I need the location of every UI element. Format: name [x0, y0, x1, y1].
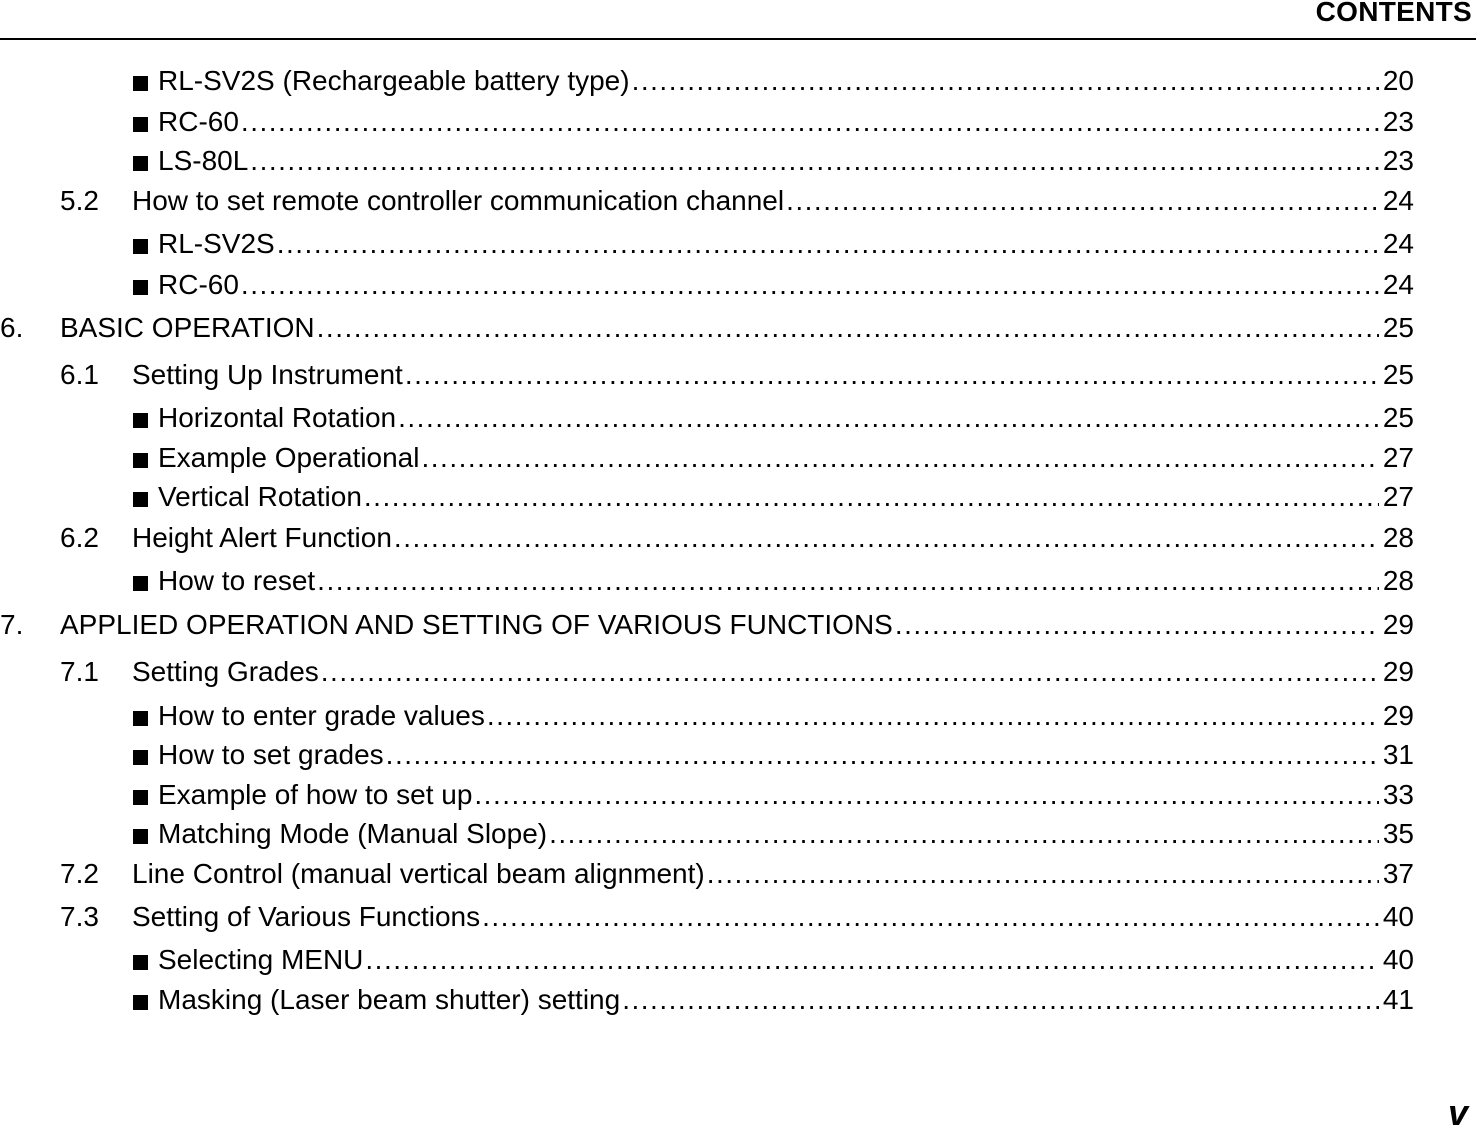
dot-leader	[241, 105, 1379, 139]
toc-item[interactable]	[133, 105, 1414, 139]
toc-item-page: 31	[1382, 739, 1414, 770]
page-number: v	[1447, 1092, 1468, 1133]
toc-chapter-number: 7.	[0, 609, 24, 640]
toc-section-label: Setting Up Instrument	[132, 359, 403, 390]
toc-item-label: How to set grades	[158, 739, 384, 770]
toc-section-number: 5.2	[60, 185, 99, 216]
dot-leader	[622, 983, 1379, 1017]
toc-section-page: 29	[1382, 656, 1414, 687]
toc-item-page: 23	[1382, 145, 1414, 176]
dot-leader	[482, 900, 1379, 934]
toc-section-page: 37	[1382, 858, 1414, 889]
dot-leader	[250, 144, 1379, 178]
header-rule	[0, 38, 1476, 40]
dot-leader	[549, 817, 1379, 851]
toc-item-page: 24	[1382, 269, 1414, 300]
toc-section-number: 7.2	[60, 858, 99, 889]
dot-leader	[317, 564, 1379, 598]
toc-item[interactable]	[133, 564, 1414, 598]
dot-leader	[277, 227, 1379, 261]
square-bullet-icon	[133, 995, 148, 1010]
square-bullet-icon	[133, 117, 148, 132]
toc-item-page: 25	[1382, 402, 1414, 433]
toc-item-page: 20	[1382, 65, 1414, 96]
toc-item-label: How to reset	[158, 565, 316, 596]
toc-section-label: Line Control (manual vertical beam alignment)	[132, 858, 705, 889]
dot-leader	[487, 699, 1379, 733]
toc-item[interactable]	[133, 441, 1414, 475]
dot-leader	[241, 268, 1379, 302]
toc-chapter-label: APPLIED OPERATION AND SETTING OF VARIOUS FUNCTIONS	[60, 609, 893, 640]
toc-item[interactable]	[133, 817, 1414, 851]
toc-section-page: 28	[1382, 522, 1414, 553]
toc-section-label: Setting Grades	[132, 656, 319, 687]
toc-section-page: 40	[1382, 901, 1414, 932]
toc-chapter-page: 29	[1382, 609, 1414, 640]
square-bullet-icon	[133, 955, 148, 970]
toc-section-label: Height Alert Function	[132, 522, 392, 553]
square-bullet-icon	[133, 413, 148, 428]
square-bullet-icon	[133, 453, 148, 468]
toc-item-label: Selecting MENU	[158, 944, 364, 975]
toc-item-page: 33	[1382, 779, 1414, 810]
dot-leader	[421, 441, 1378, 475]
toc-item-label: RC-60	[158, 269, 239, 300]
toc-item-page: 35	[1382, 818, 1414, 849]
dot-leader	[394, 521, 1379, 555]
toc-section[interactable]	[60, 900, 1414, 934]
toc-section[interactable]	[60, 655, 1414, 689]
toc-section-number: 6.2	[60, 522, 99, 553]
square-bullet-icon	[133, 239, 148, 254]
dot-leader	[321, 655, 1379, 689]
square-bullet-icon	[133, 711, 148, 726]
toc-item-page: 23	[1382, 106, 1414, 137]
toc-item[interactable]	[133, 64, 1414, 98]
square-bullet-icon	[133, 280, 148, 295]
dot-leader	[405, 358, 1379, 392]
toc-item-label: How to enter grade values	[158, 700, 485, 731]
toc-item-page: 29	[1382, 700, 1414, 731]
toc-section-page: 25	[1382, 359, 1414, 390]
toc-section[interactable]	[60, 857, 1414, 891]
toc-item[interactable]	[133, 699, 1414, 733]
square-bullet-icon	[133, 76, 148, 91]
dot-leader	[707, 857, 1379, 891]
toc-item-page: 40	[1382, 944, 1414, 975]
square-bullet-icon	[133, 492, 148, 507]
toc-section[interactable]	[60, 358, 1414, 392]
dot-leader	[786, 184, 1379, 218]
dot-leader	[632, 64, 1379, 98]
toc-item-label: Masking (Laser beam shutter) setting	[158, 984, 621, 1015]
toc-item-label: Vertical Rotation	[158, 481, 362, 512]
toc-item-label: Matching Mode (Manual Slope)	[158, 818, 548, 849]
toc-item-page: 41	[1382, 984, 1414, 1015]
dot-leader	[398, 401, 1379, 435]
toc-chapter[interactable]	[0, 608, 1414, 642]
toc-section-label: Setting of Various Functions	[132, 901, 481, 932]
square-bullet-icon	[133, 576, 148, 591]
dot-leader	[365, 943, 1378, 977]
toc-item-page: 27	[1382, 442, 1414, 473]
toc-chapter-label: BASIC OPERATION	[60, 312, 315, 343]
dot-leader	[386, 738, 1379, 772]
square-bullet-icon	[133, 156, 148, 171]
toc-section[interactable]	[60, 184, 1414, 218]
toc-chapter[interactable]	[0, 311, 1414, 345]
toc-item-label: LS-80L	[158, 145, 249, 176]
toc-item[interactable]	[133, 943, 1414, 977]
toc-section-page: 24	[1382, 185, 1414, 216]
toc-item[interactable]	[133, 738, 1414, 772]
toc-item-label: Example of how to set up	[158, 779, 473, 810]
toc-item-label: RL-SV2S (Rechargeable battery type)	[158, 65, 630, 96]
toc-chapter-page: 25	[1382, 312, 1414, 343]
square-bullet-icon	[133, 829, 148, 844]
toc-section-number: 6.1	[60, 359, 99, 390]
square-bullet-icon	[133, 750, 148, 765]
toc-item-label: RC-60	[158, 106, 239, 137]
toc-item[interactable]	[133, 227, 1414, 261]
toc-item[interactable]	[133, 401, 1414, 435]
toc-section-label: How to set remote controller communication channel	[132, 185, 785, 216]
toc-item[interactable]	[133, 268, 1414, 302]
dot-leader	[895, 608, 1379, 642]
toc-item[interactable]	[133, 144, 1414, 178]
dot-leader	[317, 311, 1379, 345]
toc-item-page: 24	[1382, 228, 1414, 259]
page-header-title: CONTENTS	[1315, 0, 1472, 27]
toc-section-number: 7.3	[60, 901, 99, 932]
toc-chapter-number: 6.	[0, 312, 24, 343]
dot-leader	[364, 480, 1379, 514]
toc-item-label: RL-SV2S	[158, 228, 275, 259]
toc-item-page: 28	[1382, 565, 1414, 596]
toc-item-label: Horizontal Rotation	[158, 402, 397, 433]
square-bullet-icon	[133, 790, 148, 805]
toc-item-label: Example Operational	[158, 442, 420, 473]
toc-item-page: 27	[1382, 481, 1414, 512]
toc-item[interactable]	[133, 480, 1414, 514]
dot-leader	[474, 778, 1378, 812]
toc-item[interactable]	[133, 778, 1414, 812]
toc-section[interactable]	[60, 521, 1414, 555]
toc-item[interactable]	[133, 983, 1414, 1017]
toc-section-number: 7.1	[60, 656, 99, 687]
